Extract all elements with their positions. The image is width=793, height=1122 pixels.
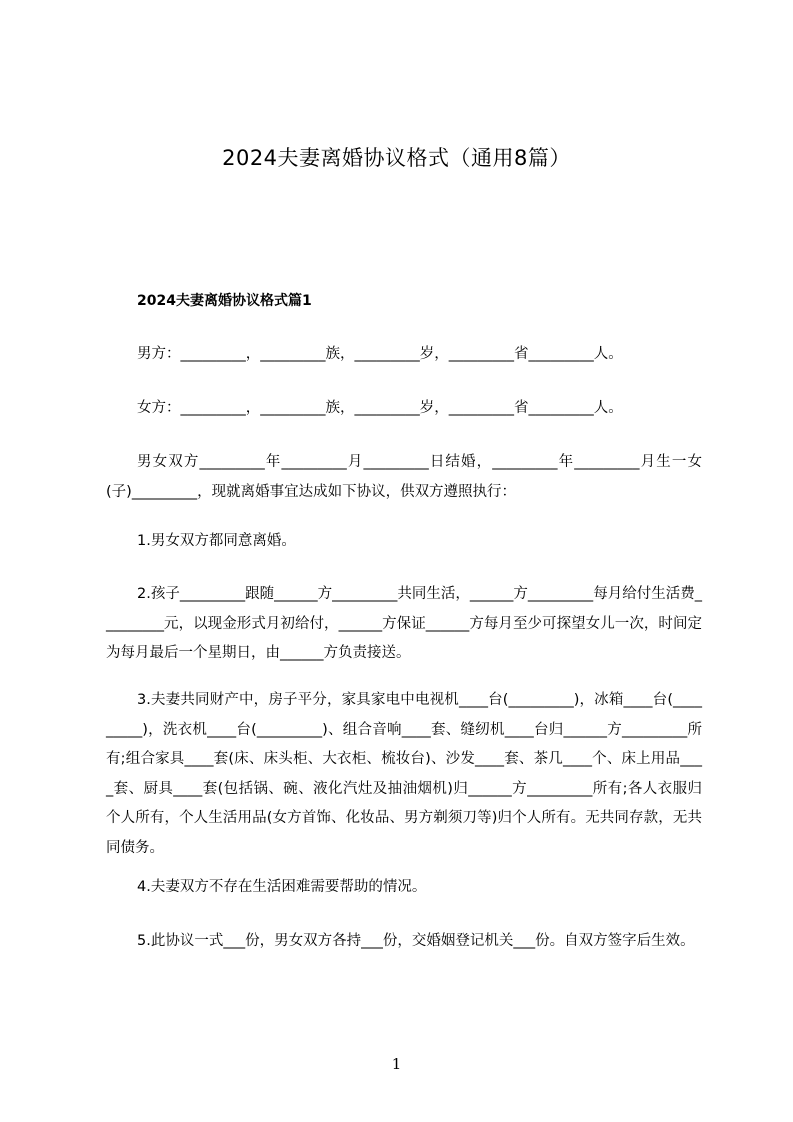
paragraph-item-2: 2.孩子_________跟随______方_________共同生活，______方_________每月给付生活费_________元，以现金形式月初给付，______方保证______方每月至少可探望女儿一次，时间定为每月最后一个星期日，由______方负责接送。 (106, 586, 702, 661)
paragraph-item-1: 1.男女双方都同意离婚。 (137, 533, 296, 549)
document-title: 2024夫妻离婚协议格式（通用8篇） (222, 146, 571, 170)
paragraph-marriage-info: 男女双方_________年_________月_________日结婚，_________年_________月生一女(子)_________，现就离婚事宜达成如下协议，供双方遵照执行： (106, 454, 702, 500)
paragraph-item-5: 5.此协议一式___份，男女双方各持___份，交婚姻登记机关___份。自双方签字后生效。 (137, 933, 695, 949)
page-number: 1 (391, 1055, 402, 1073)
paragraph-male-info: 男方：_________，_________族，_________岁，_________省_________人。 (137, 346, 623, 362)
paragraph-female-info: 女方：_________，_________族，_________岁，_________省_________人。 (137, 400, 623, 416)
paragraph-item-4: 4.夫妻双方不存在生活困难需要帮助的情况。 (137, 879, 427, 895)
section-title: 2024夫妻离婚协议格式篇1 (137, 293, 312, 309)
paragraph-item-3: 3.夫妻共同财产中，房子平分，家具家电中电视机____台(_________)，冰箱____台(_________)，洗衣机____台(_________)、组合音响____套、缝纫机____台归______方_________所有;组合家具____套(床、床头柜、大衣柜、梳妆台)、沙发____套、茶几____个、床上用品____套、厨具____套(包括锅、碗、液化汽灶及抽油烟机)归______方_________所有;各人衣服归个人所有，个人生活用品(女方首饰、化妆品、男方剃须刀等)归个人所有。无共同存款，无共同债务。 (106, 692, 702, 856)
